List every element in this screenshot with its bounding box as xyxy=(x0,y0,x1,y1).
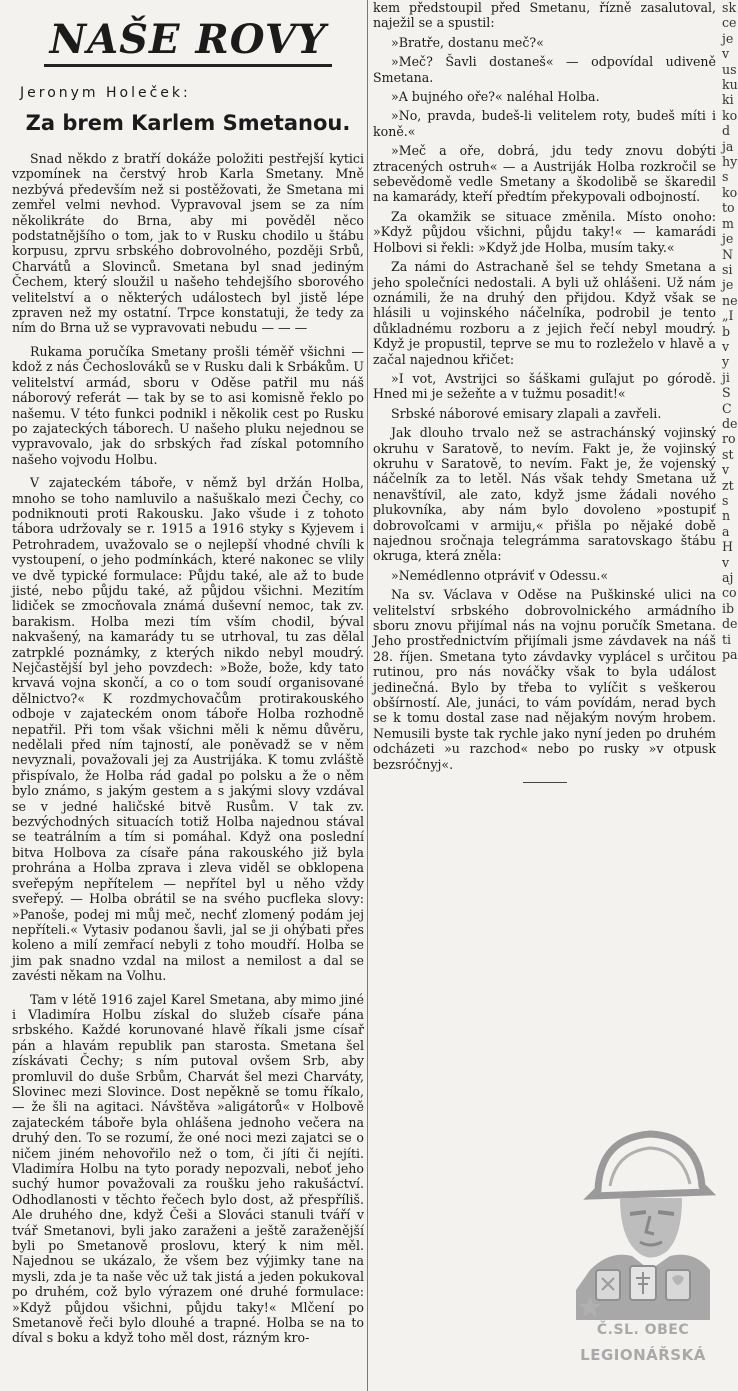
article-end-rule xyxy=(523,782,567,783)
edge-fragment-line: d xyxy=(722,123,731,139)
edge-fragment-line: b xyxy=(722,323,731,339)
edge-fragment-line: pa xyxy=(722,647,738,663)
article-paragraph: Jak dlouho trvalo než se astrachánský vojinský okruhu v Saratově, to nevím. Fakt je, že vojinský okruhu v Saratově, to nevím. Fakt je, že vojenský náčelník za to letěl. Nás však tehdy Smetana už nenavštívil, ale zato, když jsme žádali nového plukovníka, aby nám bylo dovoleno »postupiť dobrovoľcami v armiju,« přišla po nějaké době najednou sročnaja telegrámma saratovskago štábu okruga, která zněla: xyxy=(373,425,716,564)
edge-fragment-line: v xyxy=(722,554,730,570)
edge-fragment-line: ku xyxy=(722,77,738,93)
edge-fragment-line: je xyxy=(722,30,734,46)
edge-fragment-line: ti xyxy=(722,631,732,647)
edge-fragment-line: je xyxy=(722,277,734,293)
edge-fragment-line: ko xyxy=(722,107,738,123)
article-paragraph: »A bujného oře?« naléhal Holba. xyxy=(391,89,600,105)
edge-fragment-line: hy xyxy=(722,154,738,170)
article-paragraph: »Meč? Šavli dostaneš« — odpovídal udiveně Smetana. xyxy=(373,54,716,85)
article-paragraph: Rukama poručíka Smetany prošli téměř všichni — kdož z nás Čechoslováků se v Rusku dali k Srbákům. U velitelství armád, sboru v Oděse patřil mu náš náborový referát — tak by se to asi komisně řeklo po našemu. V této funkci podnikl i několik cest po Rusku po zajateckých táborech. U našeho pluku nejednou se vypravovalo, jak do srbských řad získal potomního našeho vojvodu Holbu. xyxy=(12,343,364,467)
article-author: Jeronym Holeček: xyxy=(20,85,191,101)
article-body-left xyxy=(12,151,364,1346)
edge-fragment-line: aj xyxy=(722,570,734,586)
edge-fragment-line: s xyxy=(722,493,729,508)
middle-column xyxy=(373,0,716,783)
adjacent-column-fragment xyxy=(722,0,738,663)
article-paragraph: »No, pravda, budeš-li velitelem roty, budeš míti i koně.« xyxy=(373,108,716,139)
article-paragraph: »Nemédlenno otpráviť v Odessu.« xyxy=(391,567,609,583)
edge-fragment-line: N xyxy=(722,246,734,262)
logo-line-1: Č.SL. OBEC xyxy=(596,1322,690,1338)
edge-fragment-line: y xyxy=(722,354,730,370)
article-paragraph: Snad někdo z bratří dokáže položiti pestřejší kytici vzpomínek na čerstvý hrob Karla Smetany. Mně nezbývá především než si postěžovati, že Smetana mi zemřel velmi nevhod. Vypravoval jsem se za ním několikráte do Brna, aby mi pověděl něco podstatnějšího o tom, jak to v Rusku chodilo u štábu korpusu, zprvu srbského dobrovolného, později Srbů, Charvátů a Slovinců. Smetana byl snad jediným Čechem, který sloužil u našeho tehdejšího sborového velitelství a o některých událostech byl jistě lépe zpraven než my ostatní. Trpce konstatuji, že tedy za ním do Brna už se vypravovati nebudu — — — xyxy=(12,151,364,336)
edge-fragment-line: ji xyxy=(722,369,730,385)
edge-fragment-line: H xyxy=(722,539,733,555)
article-body-continued xyxy=(373,0,716,772)
edge-fragment-line: v xyxy=(722,46,730,62)
edge-fragment-line: m xyxy=(722,215,734,231)
edge-fragment-line: C xyxy=(722,400,732,416)
edge-fragment-line: co xyxy=(722,585,737,601)
edge-fragment-line: v xyxy=(722,338,730,354)
article-paragraph: »Meč a oře, dobrá, jdu tedy znovu dobýti ztracených ostruh« — a Austriják Holba rozkročil se sebevědomě vedle Smetany a škodolibě se škaredil na kamarády, kteří předtím překypovali odbojností. xyxy=(373,143,716,205)
edge-fragment-line: to xyxy=(722,200,735,216)
edge-fragment-line: zt xyxy=(722,477,734,493)
edge-fragment-line: a xyxy=(722,523,730,539)
left-column xyxy=(12,0,364,1354)
edge-fragment-line: de xyxy=(722,415,738,431)
column-divider xyxy=(367,0,368,1391)
edge-fragment-line: si xyxy=(722,261,733,277)
edge-fragment-line: „I xyxy=(722,308,734,324)
article-paragraph: »I vot, Avstrijci so šáškami guľajut po górodě. Hned mi je sežeňte a v tužmu posadit!« xyxy=(373,370,716,402)
article-paragraph: Tam v létě 1916 zajel Karel Smetana, aby mimo jiné i Vladimíra Holbu získal do služeb císaře pána srbského. Každé korunované hlavě říkali jsme císař pán a hlavám republik pan starosta. Smetana šel získávati Čechy; s ním putoval ovšem Srb, aby promluvil do duše Srbům, Charvát šel mezi Charváty, Slovinec mezi Slovince. Dost nepěkně se tomu říkalo, — že šli na agitaci. Návštěva »aligátorů« v Holbově zajateckém táboře byla ohlášena jednoho večera na druhý den. To se rozumí, že oné noci mezi zajatci se o ničem jiném nehovořilo než o tom, či jíti či nejíti. Vladimíra Holbu na tyto porady nepozvali, neboť jeho suchý humor považovali za roušku jeho rakušáctví. Odhodlanosti v těchto řečech bylo dost, až přespříliš. Ale druhého dne, když Češi a Slováci stanuli tváří v tvář Smetanovi, byli jako zaraženi a ještě zaraženější byli po Smetanově proslovu, který k nim měl. Najednou se ukázalo, že všem bez výjimky tane na mysli, zda je ta naše věc už tak jistá a jeden pokukoval po druhém, což bylo výrazem oné druhé formulace: »Když půjdou všichni, půjdu taky!« Mlčení po Smetanově řeči bylo dlouhé a trapné. Holba se na to díval s boku a když toho měl dost, rázným kro- xyxy=(12,991,364,1346)
edge-fragment-line: ib xyxy=(722,600,735,616)
soldier-emblem-icon xyxy=(570,1120,716,1320)
article-headline: Za brem Karlem Smetanou. xyxy=(25,111,351,135)
article-paragraph: Na sv. Václava v Oděse na Puškinské ulici na velitelství srbského dobrovolnického armádního sboru znovu přijímal nás na vojnu poručík Smetana. Jeho prostřednictvím přijímali jsme závdavek na náš 28. říjen. Smetana tyto závdavky vyplácel s určitou rutinou, pro nás nováčky však to byla událost jedinečná. Bylo by třeba to vylíčit s veškerou obšírností. Ale, junáci, to vám povídám, nerad bych se k tomu dostal zase nad nějakým novým hrobem. Nemusili byste tak rychle jako nyní jeden po druhém odcházeti »u razchod« nebo po rusky »v otpusk bezsróčnyj«. xyxy=(373,587,716,772)
edge-fragment-line: ko xyxy=(722,184,738,200)
section-title: NAŠE ROVY xyxy=(44,18,333,67)
edge-fragment-line: de xyxy=(722,616,738,632)
article-paragraph: Za námi do Astrachaně šel se tehdy Smetana a jeho společníci nedostali. A byli už ohlášeni. Už nám oznámili, že na druhý den přijdou. Když však se hlásili u vojinského náčelníka, podrobil je tento důkladnému rozboru a z jejich řečí nebyl moudrý. Když je propustil, teprve se mu to rozleželo v hlavě a začal najednou křičet: xyxy=(373,259,716,367)
edge-fragment-line: S xyxy=(722,385,731,401)
edge-fragment-line: ro xyxy=(722,431,736,447)
section-header xyxy=(12,18,364,67)
edge-fragment-line: ki xyxy=(722,92,734,108)
edge-fragment-line: ja xyxy=(722,138,734,154)
article-paragraph: V zajateckém táboře, v němž byl držán Holba, mnoho se toho namluvilo a našuškalo mezi Čechy, co podniknouti proti Rakousku. Jako všude i z tohoto tábora udržovaly se r. 1915 a 1916 styky s Kyjevem i Petrohradem, uvažovalo se o nejlepší vhodné chvíli k vystoupení, o jeho podmínkách, které nakonec se vlily ve dvě typické formulace: Půjdu také, ale až to bude jisté, nebo půjdu také, až půjdou všichni. Mezitím lidiček se zmocňovala známá duševní nemoc, tak zv. barakism. Holba mezi tím vším chodil, býval nakvašený, na kamarády tu se utrhoval, tu zas dělal zatrpklé poznámky, z kterých nikdo nebyl moudrý. Nejčastější byl jeho povzdech: »Bože, bože, kdy tato krvavá vojna skončí, a co o tom soudí organisované dělnictvo?« K rozdmychovačům protirakouského odboje v zajateckém onom táboře Holba rozhodně nepatřil. Při tom však všichni měli k němu důvěru, nedělali před ním tajností, ale poněvadž se v něm nevyznali, považovali jej za Austrijáka. K tomu zvláště přispívalo, že Holba rád gadal po polsku a že o něm bylo známo, s jakým gestem a s jakými slovy vzdával se v jedné haličské bitvě Rusům. V tak zv. bezvýchodných situacích totiž Holba najednou stával se teatrálním a tím si pomáhal. Když ona poslední bitva Holbova za císaře pána rakouského již byla prohrána a Holba zprava i zleva viděl se obklopena sveřepým nepřítelem — nepřítel byl u něho vždy sveřepý. — Holba obrátil se na svého pucfleka slovy: »Panoše, podej mi můj meč, nechť zlomený podám jej nepříteli.« Vytasiv podanou šavli, jal se ji ohýbati přes koleno a milí zemřací nebyli z toho moudří. Holba se jim pak snadno vzdal na milost a nemilost a dal se zavésti někam na Volhu. xyxy=(12,475,364,984)
article-paragraph: Srbské náborové emisary zlapali a zavřeli. xyxy=(391,405,662,421)
edge-fragment-line: st xyxy=(722,446,734,462)
edge-fragment-line: ne xyxy=(722,292,738,308)
article-paragraph: kem předstoupil před Smetanu, řízně zasalutoval, naježil se a spustil: xyxy=(373,0,716,31)
edge-fragment-line: ce xyxy=(722,15,737,31)
edge-fragment-line: v xyxy=(722,462,730,478)
edge-fragment-line: n xyxy=(722,508,731,524)
edge-fragment-line: je xyxy=(722,231,734,247)
edge-fragment-line: sk xyxy=(722,0,737,15)
edge-fragment-line: s xyxy=(722,169,729,185)
logo-line-2: LEGIONÁŘSKÁ xyxy=(580,1346,706,1364)
article-paragraph: »Bratře, dostanu meč?« xyxy=(391,34,544,50)
legion-logo xyxy=(570,1120,716,1378)
edge-fragment-line: us xyxy=(722,61,737,77)
article-paragraph: Za okamžik se situace změnila. Místo onoho: »Když půjdou všichni, půjdu taky!« — kamarádi Holbovi si řekli: »Když jde Holba, musím taky.« xyxy=(373,208,716,255)
